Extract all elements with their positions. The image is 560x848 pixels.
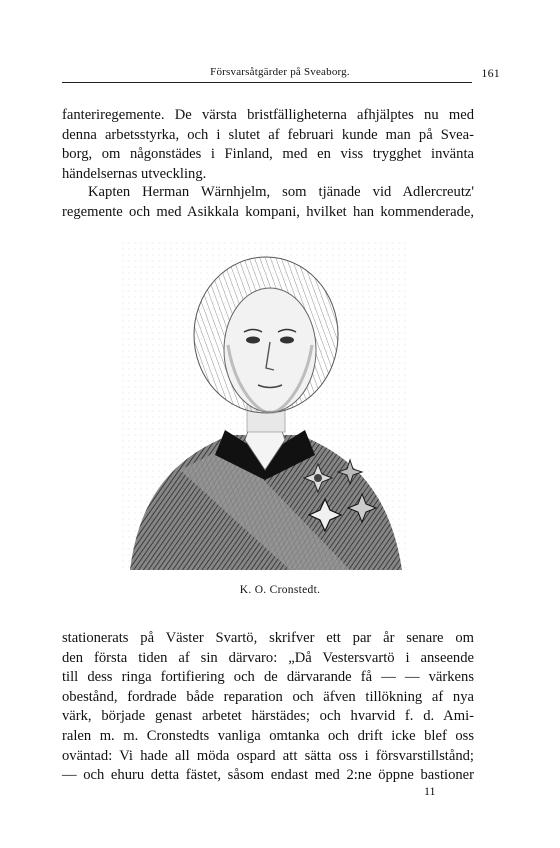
page-number: 161: [481, 66, 500, 80]
text-line: den första tiden af sin därvaro: „Då Vestersvartö i anseende: [62, 649, 474, 666]
text-line: borg, om någonstädes i Finland, med en viss trygghet invänta: [62, 146, 474, 163]
figure-caption: K. O. Cronstedt.: [239, 584, 321, 596]
running-title: Försvarsåtgärder på Sveaborg.: [210, 66, 350, 78]
text-line: denna arbetsstyrka, och i slutet af februari kunde man på Svea-: [62, 126, 474, 143]
text-line: ralen m. m. Cronstedts vanliga omtanka och drift icke blef oss: [62, 727, 474, 744]
text-line: — och ehuru detta fästet, såsom endast med 2:ne öppne bastioner: [62, 767, 474, 784]
signature-mark: 11: [424, 784, 436, 798]
text-line: till dess ringa fortifiering och de därvarande få — — värkens: [62, 669, 474, 686]
text-line: regemente och med Asikkala kompani, hvilket han kommenderade,: [62, 203, 474, 220]
portrait-engraving: [120, 240, 410, 570]
text-line: händelsernas utveckling.: [62, 165, 207, 182]
text-line: värk, började genast arbetet härstädes; och hvarvid f. d. Ami-: [62, 708, 474, 725]
paragraph-2: [62, 183, 474, 222]
text-line: oväntad: Vi hade all möda ospard att sätta oss i försvarstillstånd;: [62, 747, 474, 764]
text-line: stationerats på Väster Svartö, skrifver ett par år senare om: [62, 630, 474, 646]
paragraph-1: [62, 106, 474, 184]
header-rule: [62, 82, 472, 83]
text-line: fanteriregemente. De värsta bristfälligheterna afhjälptes nu med: [62, 107, 474, 123]
text-line: obestånd, fordrade både reparation och äfven tillökning af nya: [62, 688, 474, 705]
text-line: Kapten Herman Wärnhjelm, som tjänade vid Adlercreutz': [88, 184, 474, 200]
paragraph-3: [62, 629, 474, 786]
